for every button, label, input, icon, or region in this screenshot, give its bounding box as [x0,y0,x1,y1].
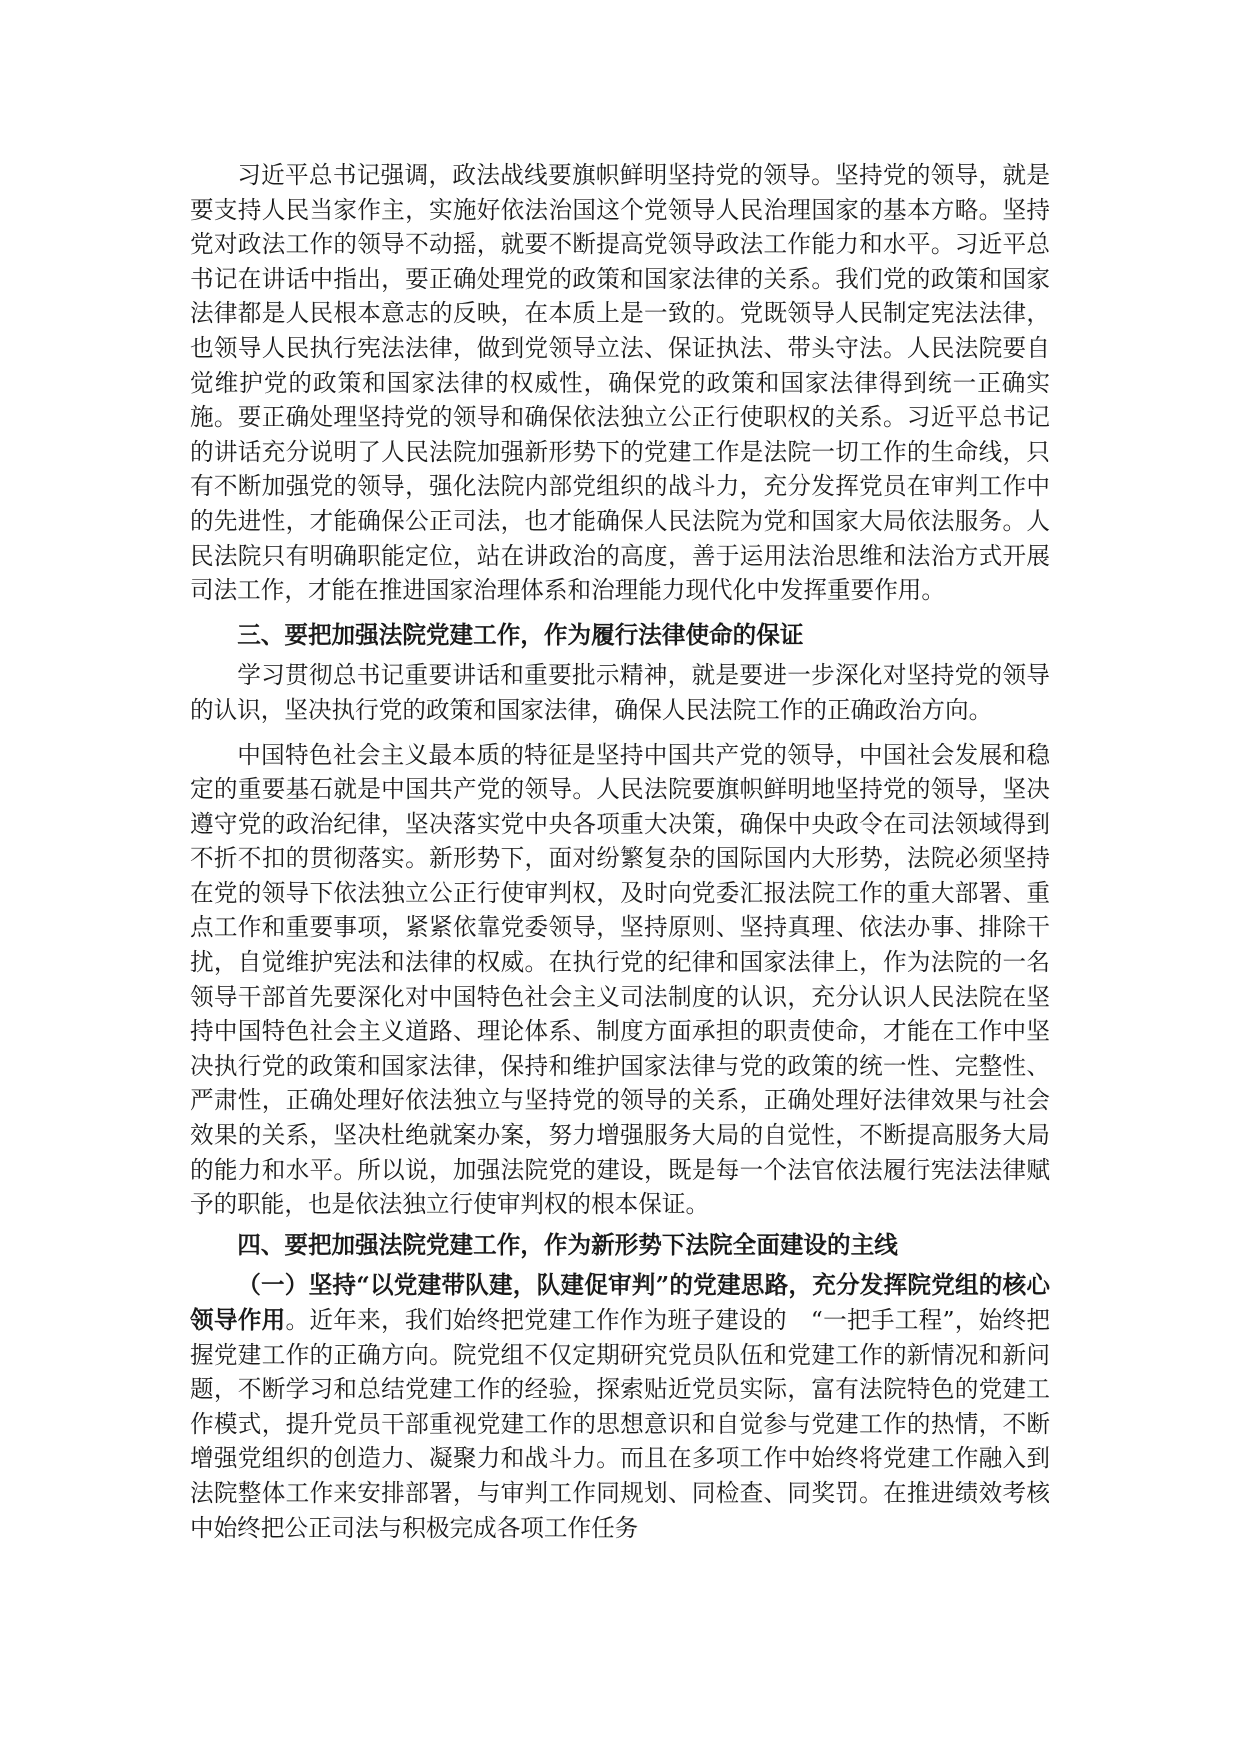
section-heading-4: 四、要把加强法院党建工作，作为新形势下法院全面建设的主线 [237,1230,898,1259]
section-heading-3: 三、要把加强法院党建工作，作为履行法律使命的保证 [237,620,804,649]
paragraph-4 [190,1268,1050,1545]
paragraph-3: 中国特色社会主义最本质的特征是坚持中国共产党的领导，中国社会发展和稳定的重要基石就是中国共产党的领导。人民法院要旗帜鲜明地坚持党的领导，坚决遵守党的政治纪律，坚决落实党中央各项重大决策，确保中央政令在司法领域得到不折不扣的贯彻落实。新形势下，面对纷繁复杂的国际国内大形势，法院必须坚持在党的领导下依法独立公正行使审判权，及时向党委汇报法院工作的重大部署、重点工作和重要事项，紧紧依靠党委领导，坚持原则、坚持真理、依法办事、排除干扰，自觉维护宪法和法律的权威。在执行党的纪律和国家法律上，作为法院的一名领导干部首先要深化对中国特色社会主义司法制度的认识，充分认识人民法院在坚持中国特色社会主义道路、理论体系、制度方面承担的职责使命，才能在工作中坚决执行党的政策和国家法律，保持和维护国家法律与党的政策的统一性、完整性、严肃性，正确处理好依法独立与坚持党的领导的关系，正确处理好法律效果与社会效果的关系，坚决杜绝就案办案，努力增强服务大局的自觉性，不断提高服务大局的能力和水平。所以说，加强法院党的建设，既是每一个法官依法履行宪法法律赋予的职能，也是依法独立行使审判权的根本保证。 [190,740,1050,1219]
paragraph-4-text: 。近年来，我们始终把党建工作作为班子建设的 “一把手工程”，始终把握党建工作的正确方向。院党组不仅定期研究党员队伍和党建工作的新情况和新问题，不断学习和总结党建工作的经验，探索贴近党员实际，富有法院特色的党建工作模式，提升党员干部重视党建工作的思想意识和自觉参与党建工作的热情，不断增强党组织的创造力、凝聚力和战斗力。而且在多项工作中始终将党建工作融入到法院整体工作来安排部署，与审判工作同规划、同检查、同奖罚。在推进绩效考核中始终把公正司法与积极完成各项工作任务 [190,1306,1050,1542]
paragraph-2: 学习贯彻总书记重要讲话和重要批示精神，就是要进一步深化对坚持党的领导的认识，坚决执行党的政策和国家法律，确保人民法院工作的正确政治方向。 [190,661,1050,724]
document-body [190,158,1050,1545]
subsection-heading-1: （一）坚持“以党建带队建，队建促审判”的党建思路，充分发挥院党组的核心领导作用 [190,1271,1050,1334]
paragraph-1: 习近平总书记强调，政法战线要旗帜鲜明坚持党的领导。坚持党的领导，就是要支持人民当家作主，实施好依法治国这个党领导人民治理国家的基本方略。坚持党对政法工作的领导不动摇，就要不断提高党领导政法工作能力和水平。习近平总书记在讲话中指出，要正确处理党的政策和国家法律的关系。我们党的政策和国家法律都是人民根本意志的反映，在本质上是一致的。党既领导人民制定宪法法律，也领导人民执行宪法法律，做到党领导立法、保证执法、带头守法。人民法院要自觉维护党的政策和国家法律的权威性，确保党的政策和国家法律得到统一正确实施。要正确处理坚持党的领导和确保依法独立公正行使职权的关系。习近平总书记的讲话充分说明了人民法院加强新形势下的党建工作是法院一切工作的生命线，只有不断加强党的领导，强化法院内部党组织的战斗力，充分发挥党员在审判工作中的先进性，才能确保公正司法，也才能确保人民法院为党和国家大局依法服务。人民法院只有明确职能定位，站在讲政治的高度，善于运用法治思维和法治方式开展司法工作，才能在推进国家治理体系和治理能力现代化中发挥重要作用。 [190,161,1050,605]
